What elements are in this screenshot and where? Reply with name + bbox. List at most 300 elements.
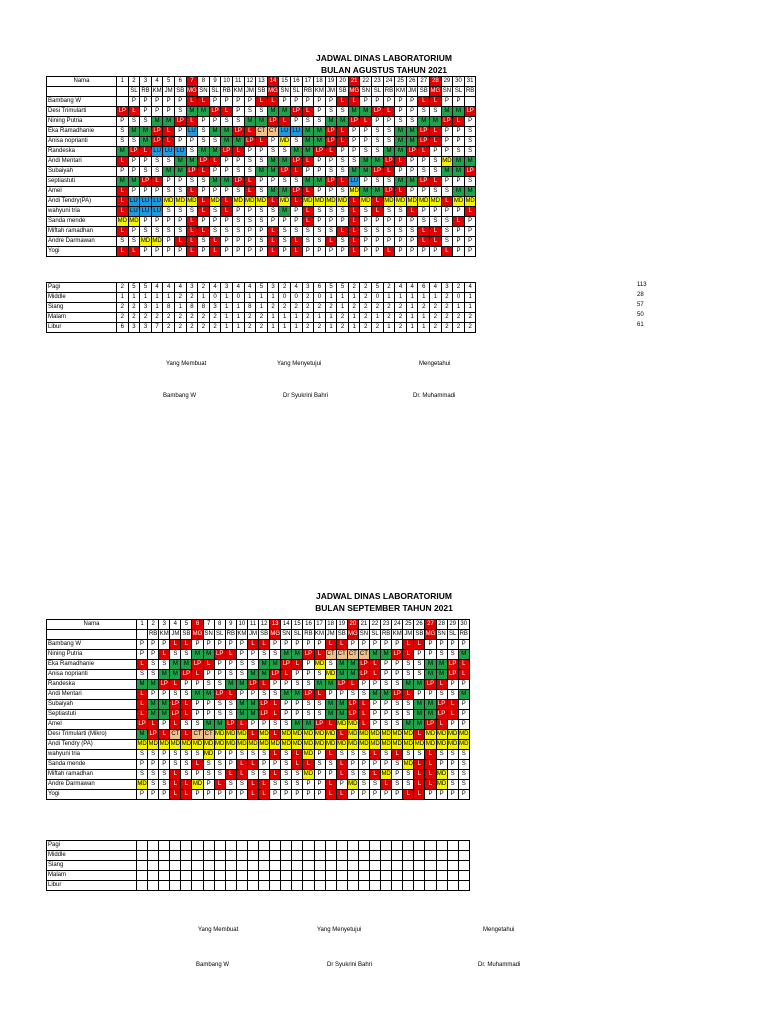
summary-count (458, 871, 469, 881)
summary-count (381, 881, 392, 891)
shift-cell: P (279, 97, 291, 107)
summary-count: 4 (174, 283, 186, 293)
shift-cell: P (314, 247, 326, 257)
day-number: 31 (464, 77, 476, 87)
shift-cell: M (441, 167, 453, 177)
weekday-label: JM (244, 87, 256, 97)
shift-cell: M (247, 700, 258, 710)
summary-count: 2 (430, 303, 442, 313)
summary-count (192, 841, 203, 851)
shift-cell: L (336, 640, 347, 650)
summary-count (303, 841, 314, 851)
shift-cell: P (406, 97, 418, 107)
shift-cell: S (267, 147, 279, 157)
summary-count: 2 (163, 323, 175, 333)
summary-count: 1 (279, 313, 291, 323)
staff-row (47, 237, 476, 247)
summary-count: 2 (360, 283, 372, 293)
weekday-label (137, 630, 148, 640)
shift-cell: P (430, 207, 442, 217)
summary-count: 2 (186, 293, 198, 303)
august-signer-known-name: Dr. Muhammadi (413, 393, 456, 399)
shift-cell: S (414, 750, 425, 760)
shift-cell: S (464, 177, 476, 187)
shift-cell: L (414, 760, 425, 770)
shift-cell: M (381, 690, 392, 700)
shift-cell: P (174, 127, 186, 137)
day-number: 12 (244, 77, 256, 87)
shift-cell: P (406, 167, 418, 177)
summary-count: 2 (128, 303, 140, 313)
shift-cell: P (372, 247, 384, 257)
summary-count (148, 851, 159, 861)
shift-cell: MD (303, 740, 314, 750)
summary-count: 2 (348, 303, 360, 313)
shift-cell: L (458, 660, 469, 670)
shift-cell: M (314, 137, 326, 147)
shift-cell: MD (447, 730, 458, 740)
shift-cell: P (395, 247, 407, 257)
staff-row (47, 700, 470, 710)
shift-cell: S (198, 127, 210, 137)
shift-cell: P (148, 640, 159, 650)
shift-cell: LP (259, 700, 270, 710)
shift-cell: S (128, 117, 140, 127)
day-number: 21 (358, 620, 369, 630)
shift-cell: L (267, 237, 279, 247)
shift-cell: MD (148, 740, 159, 750)
shift-cell: LU (348, 177, 360, 187)
shift-cell: M (425, 660, 436, 670)
shift-cell: S (203, 680, 214, 690)
summary-count (192, 871, 203, 881)
shift-cell: S (358, 780, 369, 790)
shift-cell: S (244, 217, 256, 227)
shift-cell: M (381, 650, 392, 660)
summary-count: 5 (256, 283, 268, 293)
shift-cell: LP (392, 650, 403, 660)
shift-cell: M (214, 720, 225, 730)
shift-cell: S (128, 237, 140, 247)
staff-row (47, 680, 470, 690)
name-column-header: Nama (47, 77, 117, 87)
summary-count: 2 (337, 313, 349, 323)
shift-cell: S (281, 780, 292, 790)
shift-cell: S (281, 770, 292, 780)
summary-count (392, 871, 403, 881)
shift-cell: L (325, 780, 336, 790)
weekday-label: SL (369, 630, 380, 640)
shift-cell: S (447, 650, 458, 660)
summary-total: 61 (637, 322, 644, 328)
summary-count (137, 881, 148, 891)
weekday-label: SB (337, 87, 349, 97)
shift-cell: MD (430, 197, 442, 207)
shift-cell: L (358, 700, 369, 710)
shift-cell: S (347, 750, 358, 760)
shift-cell: S (358, 750, 369, 760)
weekday-spacer (47, 87, 117, 97)
shift-cell: LP (159, 680, 170, 690)
shift-cell: LP (281, 660, 292, 670)
shift-cell: MD (392, 740, 403, 750)
shift-cell: P (337, 247, 349, 257)
shift-cell: P (406, 237, 418, 247)
summary-count (192, 851, 203, 861)
weekday-label: SB (414, 630, 425, 640)
shift-cell: S (279, 237, 291, 247)
shift-cell: P (244, 207, 256, 217)
summary-count: 1 (256, 293, 268, 303)
shift-cell (464, 97, 476, 107)
shift-cell: MD (192, 740, 203, 750)
summary-count: 2 (372, 303, 384, 313)
shift-cell: S (259, 750, 270, 760)
shift-cell: M (256, 167, 268, 177)
staff-row (47, 720, 470, 730)
shift-cell: L (441, 247, 453, 257)
shift-cell: L (236, 720, 247, 730)
shift-cell: L (137, 710, 148, 720)
shift-cell: L (325, 720, 336, 730)
summary-count (292, 881, 303, 891)
summary-count (447, 841, 458, 851)
summary-count: 2 (151, 313, 163, 323)
summary-count (358, 861, 369, 871)
shift-cell: L (414, 730, 425, 740)
shift-cell: L (425, 780, 436, 790)
shift-cell: S (159, 770, 170, 780)
shift-cell: M (406, 137, 418, 147)
shift-cell: P (395, 217, 407, 227)
weekday-label: SL (447, 630, 458, 640)
summary-row (47, 851, 470, 861)
shift-cell: S (221, 117, 233, 127)
shift-cell: S (270, 780, 281, 790)
weekday-label: KM (236, 630, 247, 640)
shift-cell: LP (214, 690, 225, 700)
august-signer-made-label: Yang Membuat (166, 361, 207, 367)
shift-cell: P (453, 237, 465, 247)
staff-name: Nining Putria (47, 117, 117, 127)
shift-cell: P (186, 137, 198, 147)
shift-cell: S (137, 770, 148, 780)
weekday-label: SN (360, 87, 372, 97)
summary-label: Siang (47, 303, 117, 313)
shift-cell: S (209, 207, 221, 217)
summary-count (148, 841, 159, 851)
summary-count (181, 841, 192, 851)
shift-cell: CT (358, 650, 369, 660)
shift-cell: P (174, 217, 186, 227)
shift-cell: MD (336, 740, 347, 750)
summary-count (159, 871, 170, 881)
shift-cell: P (244, 227, 256, 237)
shift-cell: P (151, 97, 163, 107)
staff-row (47, 780, 470, 790)
shift-cell: CT (203, 730, 214, 740)
shift-cell: P (425, 790, 436, 800)
day-number: 18 (325, 620, 336, 630)
staff-name: Bambang W (47, 640, 137, 650)
august-signer-made-name: Bambang W (163, 393, 197, 399)
shift-cell: P (337, 217, 349, 227)
summary-count (259, 841, 270, 851)
shift-cell: P (347, 790, 358, 800)
shift-cell: L (159, 730, 170, 740)
summary-count (203, 841, 214, 851)
summary-count: 3 (186, 283, 198, 293)
summary-count: 0 (279, 293, 291, 303)
shift-cell: L (270, 770, 281, 780)
summary-count (259, 851, 270, 861)
shift-cell: S (292, 780, 303, 790)
day-number: 23 (381, 620, 392, 630)
summary-count: 6 (117, 323, 129, 333)
summary-count: 4 (430, 283, 442, 293)
shift-cell: M (281, 690, 292, 700)
shift-cell: M (453, 157, 465, 167)
staff-name: wahyuni tria (47, 207, 117, 217)
day-number: 2 (148, 620, 159, 630)
shift-cell: P (302, 247, 314, 257)
summary-count: 1 (325, 293, 337, 303)
shift-cell: P (214, 750, 225, 760)
shift-cell: L (148, 720, 159, 730)
day-number: 11 (232, 77, 244, 87)
shift-cell: MD (292, 730, 303, 740)
summary-count: 1 (221, 313, 233, 323)
shift-cell: M (302, 177, 314, 187)
shift-cell: S (270, 650, 281, 660)
shift-cell: MD (232, 197, 244, 207)
day-number: 16 (303, 620, 314, 630)
shift-cell: M (395, 177, 407, 187)
staff-name: wahyuni tria (47, 750, 137, 760)
shift-cell: P (369, 760, 380, 770)
summary-count: 1 (174, 303, 186, 313)
shift-cell: L (336, 760, 347, 770)
shift-cell: P (392, 670, 403, 680)
summary-count (159, 861, 170, 871)
shift-cell: P (128, 187, 140, 197)
summary-count (336, 841, 347, 851)
shift-cell: L (186, 217, 198, 227)
shift-cell: M (347, 670, 358, 680)
shift-cell: MD (425, 740, 436, 750)
staff-name: Subaiyah (47, 700, 137, 710)
shift-cell: P (358, 790, 369, 800)
shift-cell: L (430, 237, 442, 247)
summary-count: 1 (128, 293, 140, 303)
summary-count: 2 (383, 283, 395, 293)
shift-cell: P (209, 97, 221, 107)
shift-cell: L (369, 660, 380, 670)
shift-cell: L (337, 177, 349, 187)
shift-cell: L (430, 97, 442, 107)
shift-cell: LP (279, 167, 291, 177)
weekday-label: MG (348, 87, 360, 97)
summary-count: 1 (151, 303, 163, 313)
summary-count (369, 851, 380, 861)
shift-cell: L (279, 117, 291, 127)
shift-cell: L (259, 640, 270, 650)
summary-count: 2 (441, 293, 453, 303)
summary-count: 6 (314, 283, 326, 293)
summary-label: Middle (47, 293, 117, 303)
shift-cell: S (148, 660, 159, 670)
shift-cell: P (256, 227, 268, 237)
shift-cell: LU (140, 207, 152, 217)
shift-cell: L (259, 680, 270, 690)
shift-cell: S (137, 670, 148, 680)
shift-cell: P (360, 237, 372, 247)
staff-row (47, 710, 470, 720)
shift-cell: P (347, 640, 358, 650)
shift-cell: P (290, 117, 302, 127)
summary-count: 2 (128, 313, 140, 323)
shift-cell: P (151, 217, 163, 227)
shift-cell: S (337, 167, 349, 177)
shift-cell: S (403, 710, 414, 720)
shift-cell: M (290, 147, 302, 157)
summary-count: 2 (256, 313, 268, 323)
shift-cell: L (270, 750, 281, 760)
shift-cell: P (414, 690, 425, 700)
summary-count (314, 841, 325, 851)
weekday-label: SL (209, 87, 221, 97)
shift-cell: M (209, 147, 221, 157)
shift-cell: L (137, 660, 148, 670)
weekday-label: SB (181, 630, 192, 640)
shift-cell: P (209, 117, 221, 127)
summary-row (47, 283, 476, 293)
shift-cell: L (186, 187, 198, 197)
summary-row (47, 323, 476, 333)
shift-cell: P (140, 107, 152, 117)
shift-cell: M (221, 137, 233, 147)
shift-cell: LP (259, 710, 270, 720)
shift-cell: S (348, 157, 360, 167)
shift-cell: M (336, 710, 347, 720)
summary-count: 5 (325, 283, 337, 293)
shift-cell: P (174, 137, 186, 147)
shift-cell: MD (436, 780, 447, 790)
shift-cell: L (209, 157, 221, 167)
summary-count (236, 861, 247, 871)
summary-count: 3 (128, 323, 140, 333)
shift-cell: M (209, 127, 221, 137)
day-number: 12 (259, 620, 270, 630)
shift-cell: S (302, 237, 314, 247)
staff-name: Yogi (47, 790, 137, 800)
shift-cell: P (447, 640, 458, 650)
shift-cell: M (174, 167, 186, 177)
day-number: 27 (418, 77, 430, 87)
shift-cell: L (430, 227, 442, 237)
weekday-label: SN (436, 630, 447, 640)
summary-count (369, 881, 380, 891)
shift-cell: MD (303, 770, 314, 780)
shift-cell: S (403, 700, 414, 710)
summary-total: 113 (637, 282, 647, 288)
august-title-line1: JADWAL DINAS LABORATORIUM (316, 53, 452, 63)
shift-cell: P (203, 710, 214, 720)
shift-cell: P (314, 780, 325, 790)
shift-cell: S (325, 760, 336, 770)
day-header-row (47, 620, 470, 630)
shift-cell: S (383, 227, 395, 237)
shift-cell: P (360, 247, 372, 257)
shift-cell: L (221, 207, 233, 217)
shift-cell: S (279, 177, 291, 187)
day-number: 25 (395, 77, 407, 87)
shift-cell: M (186, 157, 198, 167)
shift-cell: L (381, 780, 392, 790)
shift-cell: P (464, 227, 476, 237)
shift-cell: P (325, 247, 337, 257)
summary-count (236, 881, 247, 891)
summary-count (392, 861, 403, 871)
shift-cell: MD (225, 740, 236, 750)
shift-cell: L (414, 770, 425, 780)
weekday-label: MG (425, 630, 436, 640)
staff-row (47, 740, 470, 750)
shift-cell: S (453, 147, 465, 157)
shift-cell: MD (192, 780, 203, 790)
shift-cell: S (292, 770, 303, 780)
weekday-label: JM (247, 630, 258, 640)
summary-count (381, 871, 392, 881)
summary-total: 57 (637, 302, 644, 308)
shift-cell: P (267, 177, 279, 187)
shift-cell: S (381, 680, 392, 690)
summary-count (447, 871, 458, 881)
shift-cell: S (314, 700, 325, 710)
shift-cell: P (430, 247, 442, 257)
shift-cell: L (430, 127, 442, 137)
day-number: 15 (292, 620, 303, 630)
summary-count: 4 (163, 283, 175, 293)
shift-cell: P (369, 790, 380, 800)
summary-count (181, 871, 192, 881)
shift-cell: LP (192, 660, 203, 670)
summary-count (325, 851, 336, 861)
summary-count: 1 (383, 293, 395, 303)
august-shift-table (46, 76, 476, 257)
shift-cell: M (414, 700, 425, 710)
shift-cell: S (174, 107, 186, 117)
shift-cell: S (247, 750, 258, 760)
shift-cell: S (181, 770, 192, 780)
shift-cell: L (348, 237, 360, 247)
summary-count: 2 (117, 283, 129, 293)
shift-cell: L (117, 157, 129, 167)
shift-cell: L (418, 227, 430, 237)
shift-cell: MD (203, 750, 214, 760)
shift-cell: LP (170, 700, 181, 710)
summary-count: 5 (337, 283, 349, 293)
summary-count (181, 881, 192, 891)
shift-cell: M (360, 157, 372, 167)
august-title-line2: BULAN AGUSTUS TAHUN 2021 (320, 65, 448, 75)
shift-cell: S (163, 207, 175, 217)
weekday-label: SN (358, 630, 369, 640)
summary-count: 3 (441, 283, 453, 293)
shift-cell: MD (381, 730, 392, 740)
shift-cell: P (225, 640, 236, 650)
shift-cell: S (259, 650, 270, 660)
